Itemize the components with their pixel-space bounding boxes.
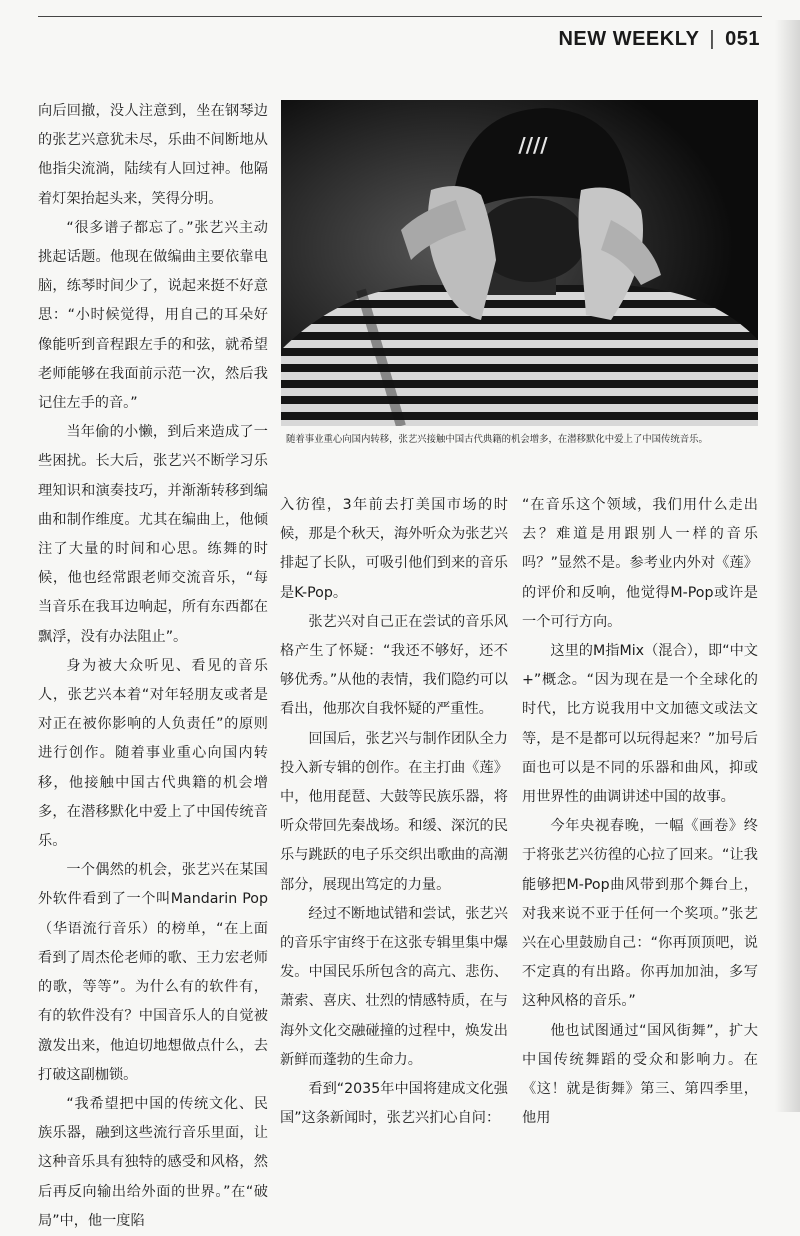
page-number: 051: [725, 28, 760, 50]
header-separator: |: [709, 28, 716, 50]
magazine-name: NEW WEEKLY: [558, 28, 700, 50]
top-rule: [38, 16, 762, 17]
paragraph: 看到“2035年中国将建成文化强国”这条新闻时，张艺兴扪心自问：: [280, 1081, 508, 1127]
paragraph: 他也试图通过“国风街舞”，扩大中国传统舞蹈的受众和影响力。在《这！就是街舞》第三、第四季里，他用: [522, 1022, 758, 1127]
page-header: [558, 28, 760, 51]
text-column-3: [522, 491, 758, 1133]
text-column-1: [38, 97, 268, 1236]
paragraph: “我希望把中国的传统文化、民族乐器，融到这些流行音乐里面，让这种音乐具有独特的感受和风格，然后再反向输出给外面的世界。”在“破局”中，他一度陷: [38, 1095, 268, 1229]
cap-logo: ////: [518, 133, 548, 157]
text-column-2: [280, 491, 508, 1133]
paragraph: “很多谱子都忘了。”张艺兴主动挑起话题。他现在做编曲主要依靠电脑，练琴时间少了，说起来挺不好意思：“小时候觉得，用自己的耳朵好像能听到音程跟左手的和弦，就希望老师能够在我面前示范一次，然后我记住左手的音。”: [38, 219, 268, 412]
paragraph: “在音乐这个领域，我们用什么走出去？难道是用跟别人一样的音乐吗？”显然不是。参考业内外对《莲》的评价和反响，他觉得M-Pop或许是一个可行方向。: [522, 497, 758, 630]
paragraph: 一个偶然的机会，张艺兴在某国外软件看到了一个叫Mandarin Pop（华语流行音乐）的榜单，“在上面看到了周杰伦老师的歌、王力宏老师的歌，等等”。为什么有的软件有，有的软件没有？中国音乐人的自觉被激发出来，他迫切地想做点什么，去打破这副枷锁。: [38, 862, 268, 1083]
paragraph: 向后回撤，没人注意到，坐在钢琴边的张艺兴意犹未尽，乐曲不间断地从他指尖流淌，陆续有人回过神。他隔着灯架抬起头来，笑得分明。: [38, 103, 268, 207]
paragraph: 经过不断地试错和尝试，张艺兴的音乐宇宙终于在这张专辑里集中爆发。中国民乐所包含的高亢、悲伤、萧索、喜庆、壮烈的情感特质，在与海外文化交融碰撞的过程中，焕发出新鲜而蓬勃的生命力。: [280, 905, 508, 1068]
page-edge-shadow: [775, 20, 800, 1112]
portrait-photo: [281, 100, 758, 426]
paragraph: 当年偷的小懒，到后来造成了一些困扰。长大后，张艺兴不断学习乐理知识和演奏技巧，并渐渐转移到编曲和制作维度。尤其在编曲上，他倾注了大量的时间和心思。练舞的时候，他也经常跟老师交流音乐，“每当音乐在我耳边响起，所有东西都在飘浮，没有办法阻止”。: [38, 424, 268, 645]
paragraph: 回国后，张艺兴与制作团队全力投入新专辑的创作。在主打曲《莲》中，他用琵琶、大鼓等民族乐器，将听众带回先秦战场。和缓、深沉的民乐与跳跃的电子乐交织出歌曲的高潮部分，展现出笃定的力量。: [280, 730, 508, 893]
paragraph: 张艺兴对自己正在尝试的音乐风格产生了怀疑：“我还不够好，还不够优秀。”从他的表情，我们隐约可以看出，他那次自我怀疑的严重性。: [280, 613, 508, 718]
paragraph: 这里的M指Mix（混合），即“中文+”概念。“因为现在是一个全球化的时代，比方说我用中文加德文或法文等，是不是都可以玩得起来？”加号后面也可以是不同的乐器和曲风，抑或用世界性的曲调讲述中国的故事。: [522, 643, 758, 806]
photo-caption: 随着事业重心向国内转移，张艺兴接触中国古代典籍的机会增多，在潜移默化中爱上了中国传统音乐。: [286, 434, 708, 445]
paragraph: 身为被大众听见、看见的音乐人，张艺兴本着“对年轻朋友或者是对正在被你影响的人负责任”的原则进行创作。随着事业重心向国内转移，他接触中国古代典籍的机会增多，在潜移默化中爱上了中国传统音乐。: [38, 657, 268, 850]
paragraph: 入彷徨，3年前去打美国市场的时候，那是个秋天，海外听众为张艺兴排起了长队，可吸引他们到来的音乐是K-Pop。: [280, 497, 508, 601]
paragraph: 今年央视春晚，一幅《画卷》终于将张艺兴彷徨的心拉了回来。“让我能够把M-Pop曲风带到那个舞台上，对我来说不亚于任何一个奖项。”张艺兴在心里鼓励自己：“你再顶顶吧，说不定真的有出路。你再加加油，多写这种风格的音乐。”: [522, 818, 758, 1010]
